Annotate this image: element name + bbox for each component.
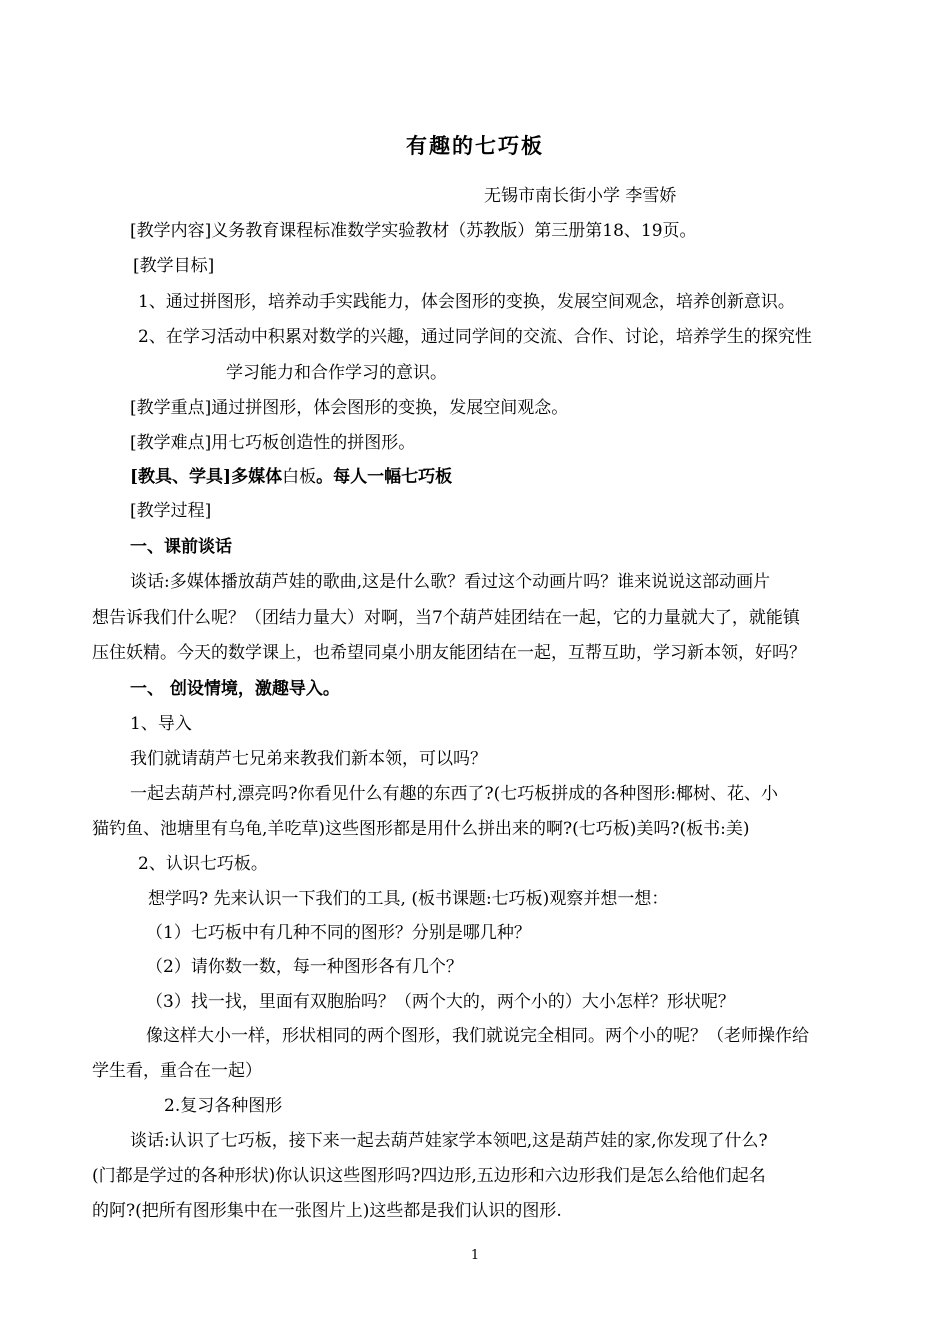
- teaching-tools: [130, 465, 452, 489]
- tools-bold-1: 多媒体: [231, 467, 283, 487]
- sub-2-heading: 2、认识七巧板。: [138, 854, 268, 874]
- para-1-line-1: 谈话:多媒体播放葫芦娃的歌曲,这是什么歌？看过这个动画片吗？谁来说说这部动画片: [130, 572, 771, 592]
- page-number: 1: [470, 1248, 480, 1263]
- author-line: 无锡市南长街小学 李雪娇: [484, 186, 677, 206]
- teaching-goals-label: [教学目标]: [133, 256, 215, 276]
- para-1-line-3: 压住妖精。今天的数学课上，也希望同桌小朋友能团结在一起，互帮互助，学习新本领，好吗？: [92, 643, 806, 663]
- para-4: 想学吗? 先来认识一下我们的工具, (板书课题:七巧板)观察并想一想：: [148, 889, 669, 909]
- tools-bold-2: 。每人一幅七巧板: [316, 467, 453, 487]
- sub-3-heading: 2.复习各种图形: [164, 1096, 283, 1116]
- question-2: （2）请你数一数，每一种图形各有几个？: [146, 957, 463, 977]
- teaching-difficulty: [130, 431, 415, 455]
- teaching-process-label: [教学过程]: [130, 501, 212, 521]
- teaching-content-text: 义务教育课程标准数学实验教材（苏教版）第三册第18、19页。: [211, 221, 697, 241]
- teaching-content: [130, 219, 697, 243]
- goal-1: 1、通过拼图形，培养动手实践能力，体会图形的变换，发展空间观念，培养创新意识。: [138, 292, 795, 312]
- teaching-key-point: [130, 396, 568, 420]
- teaching-content-label: [教学内容]: [130, 221, 212, 241]
- para-1-line-2: 想告诉我们什么呢？（团结力量大）对啊，当7个葫芦娃团结在一起，它的力量就大了，就能镇: [92, 608, 800, 628]
- para-6-line-3: 的阿?(把所有图形集中在一张图片上)这些都是我们认识的图形.: [92, 1201, 562, 1221]
- goal-2-line-1: 2、在学习活动中积累对数学的兴趣，通过同学间的交流、合作、讨论，培养学生的探究性: [138, 327, 812, 347]
- question-3: （3）找一找，里面有双胞胎吗？（两个大的，两个小的）大小怎样？形状呢？: [146, 992, 735, 1012]
- sub-1-heading: 1、导入: [130, 714, 192, 734]
- tools-normal: 白板: [282, 467, 317, 487]
- key-point-label: [教学重点]: [130, 398, 212, 418]
- para-2: 我们就请葫芦七兄弟来教我们新本领，可以吗？: [130, 749, 487, 769]
- key-point-text: 通过拼图形，体会图形的变换，发展空间观念。: [211, 398, 569, 418]
- para-3-line-1: 一起去葫芦村,漂亮吗?你看见什么有趣的东西了?(七巧板拼成的各种图形:椰树、花、小: [130, 784, 778, 804]
- difficulty-text: 用七巧板创造性的拼图形。: [211, 433, 416, 453]
- goal-2-line-2: 学习能力和合作学习的意识。: [226, 363, 447, 383]
- section-1-heading: 一、课前谈话: [130, 537, 232, 557]
- section-2-heading: 一、 创设情境，激趣导入。: [130, 679, 340, 699]
- doc-title: 有趣的七巧板: [406, 133, 544, 158]
- para-6-line-2: (门都是学过的各种形状)你认识这些图形吗?四边形,五边形和六边形我们是怎么给他们起名: [92, 1166, 766, 1186]
- tools-label: [教具、学具]: [130, 467, 232, 487]
- difficulty-label: [教学难点]: [130, 433, 212, 453]
- para-3-line-2: 猫钓鱼、池塘里有乌龟,羊吃草)这些图形都是用什么拼出来的啊?(七巧板)美吗?(板书:美): [92, 819, 750, 839]
- question-1: （1）七巧板中有几种不同的图形？分别是哪几种？: [146, 923, 531, 943]
- para-6-line-1: 谈话:认识了七巧板，接下来一起去葫芦娃家学本领吧,这是葫芦娃的家,你发现了什么?: [130, 1131, 768, 1151]
- para-5-line-1: 像这样大小一样，形状相同的两个图形，我们就说完全相同。两个小的呢？（老师操作给: [146, 1026, 809, 1046]
- para-5-line-2: 学生看，重合在一起）: [92, 1061, 262, 1081]
